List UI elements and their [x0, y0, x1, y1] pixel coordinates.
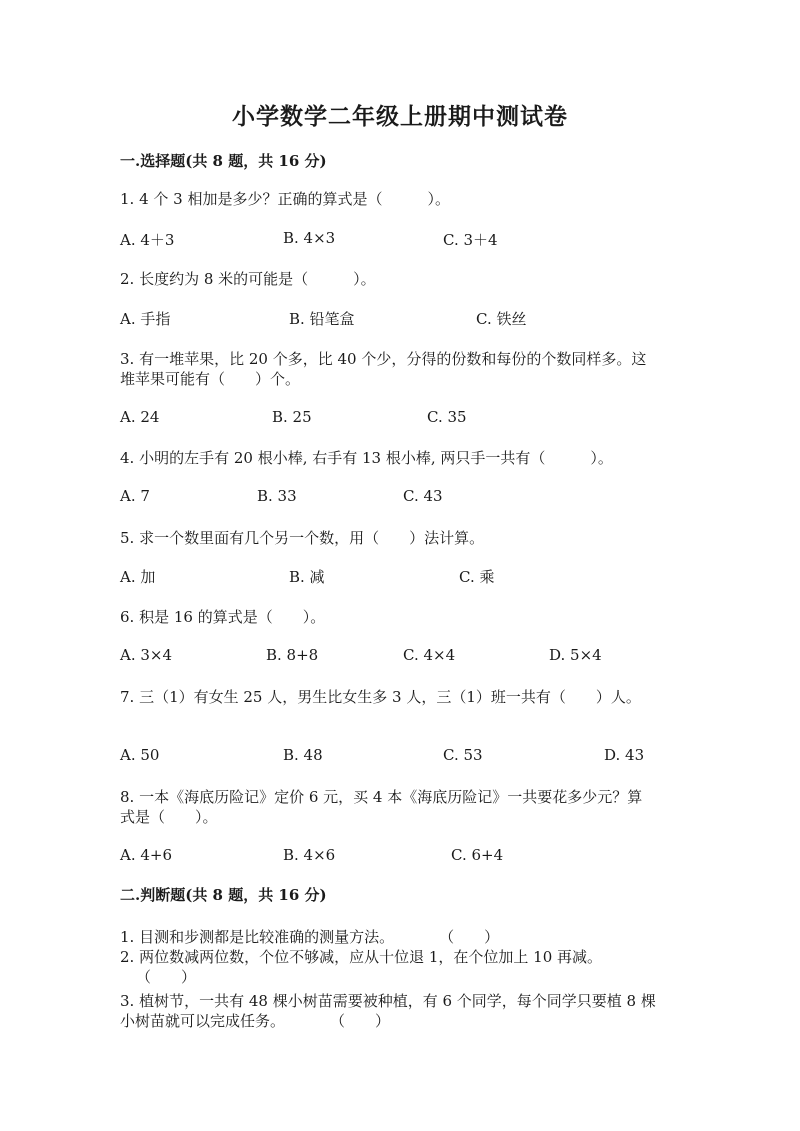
question-text: 7. 三（1）有女生 25 人，男生比女生多 3 人，三（1）班一共有（ ）人。: [120, 688, 641, 706]
answer-option: A. 7: [120, 487, 150, 505]
answer-option: B. 4×6: [283, 846, 336, 864]
question-text: 2. 长度约为 8 米的可能是（ ）。: [120, 270, 376, 288]
page-title: 小学数学二年级上册期中测试卷: [232, 103, 568, 130]
judgment-text: （ ）: [136, 968, 197, 986]
answer-option: C. 乘: [459, 568, 495, 586]
section-heading-choice: 一.选择题(共 8 题，共 16 分): [120, 152, 327, 170]
question-text: 5. 求一个数里面有几个另一个数，用（ ）法计算。: [120, 529, 485, 547]
answer-option: A. 手指: [120, 310, 171, 328]
answer-option: A. 3×4: [120, 646, 173, 664]
answer-option: B. 4×3: [283, 229, 336, 247]
answer-option: B. 25: [272, 408, 312, 426]
question-text: 8. 一本《海底历险记》定价 6 元，买 4 本《海底历险记》一共要花多少元？算: [120, 788, 643, 806]
answer-option: A. 加: [120, 568, 156, 586]
judgment-text: 1. 目测和步测都是比较准确的测量方法。 （ ）: [120, 928, 500, 946]
answer-option: C. 4×4: [403, 646, 456, 664]
answer-option: A. 24: [120, 408, 160, 426]
answer-option: A. 4＋3: [120, 231, 175, 249]
answer-option: B. 8+8: [266, 646, 319, 664]
answer-option: D. 43: [604, 746, 645, 764]
judgment-text: 3. 植树节，一共有 48 棵小树苗需要被种植，有 6 个同学，每个同学只要植 8 棵: [120, 992, 656, 1010]
question-text: 堆苹果可能有（ ）个。: [120, 370, 301, 388]
answer-option: A. 4+6: [120, 846, 173, 864]
question-text: 3. 有一堆苹果，比 20 个多，比 40 个少，分得的份数和每份的个数同样多。这: [120, 350, 647, 368]
answer-option: B. 铅笔盒: [289, 310, 355, 328]
answer-option: D. 5×4: [549, 646, 602, 664]
answer-option: C. 35: [427, 408, 467, 426]
judgment-text: 小树苗就可以完成任务。 （ ）: [120, 1012, 391, 1030]
answer-option: C. 43: [403, 487, 443, 505]
answer-option: B. 48: [283, 746, 323, 764]
question-text: 1. 4 个 3 相加是多少？正确的算式是（ ）。: [120, 190, 450, 208]
answer-option: A. 50: [120, 746, 160, 764]
answer-option: C. 铁丝: [476, 310, 527, 328]
question-text: 式是（ ）。: [120, 808, 218, 826]
answer-option: C. 6+4: [451, 846, 504, 864]
judgment-text: 2. 两位数减两位数，个位不够减，应从十位退 1，在个位加上 10 再减。: [120, 948, 603, 966]
answer-option: C. 53: [443, 746, 483, 764]
section-heading-judgment: 二.判断题(共 8 题，共 16 分): [120, 886, 327, 904]
question-text: 6. 积是 16 的算式是（ ）。: [120, 608, 326, 626]
answer-option: C. 3＋4: [443, 231, 498, 249]
answer-option: B. 减: [289, 568, 325, 586]
answer-option: B. 33: [257, 487, 297, 505]
question-text: 4. 小明的左手有 20 根小棒, 右手有 13 根小棒, 两只手一共有（ ）。: [120, 449, 613, 467]
